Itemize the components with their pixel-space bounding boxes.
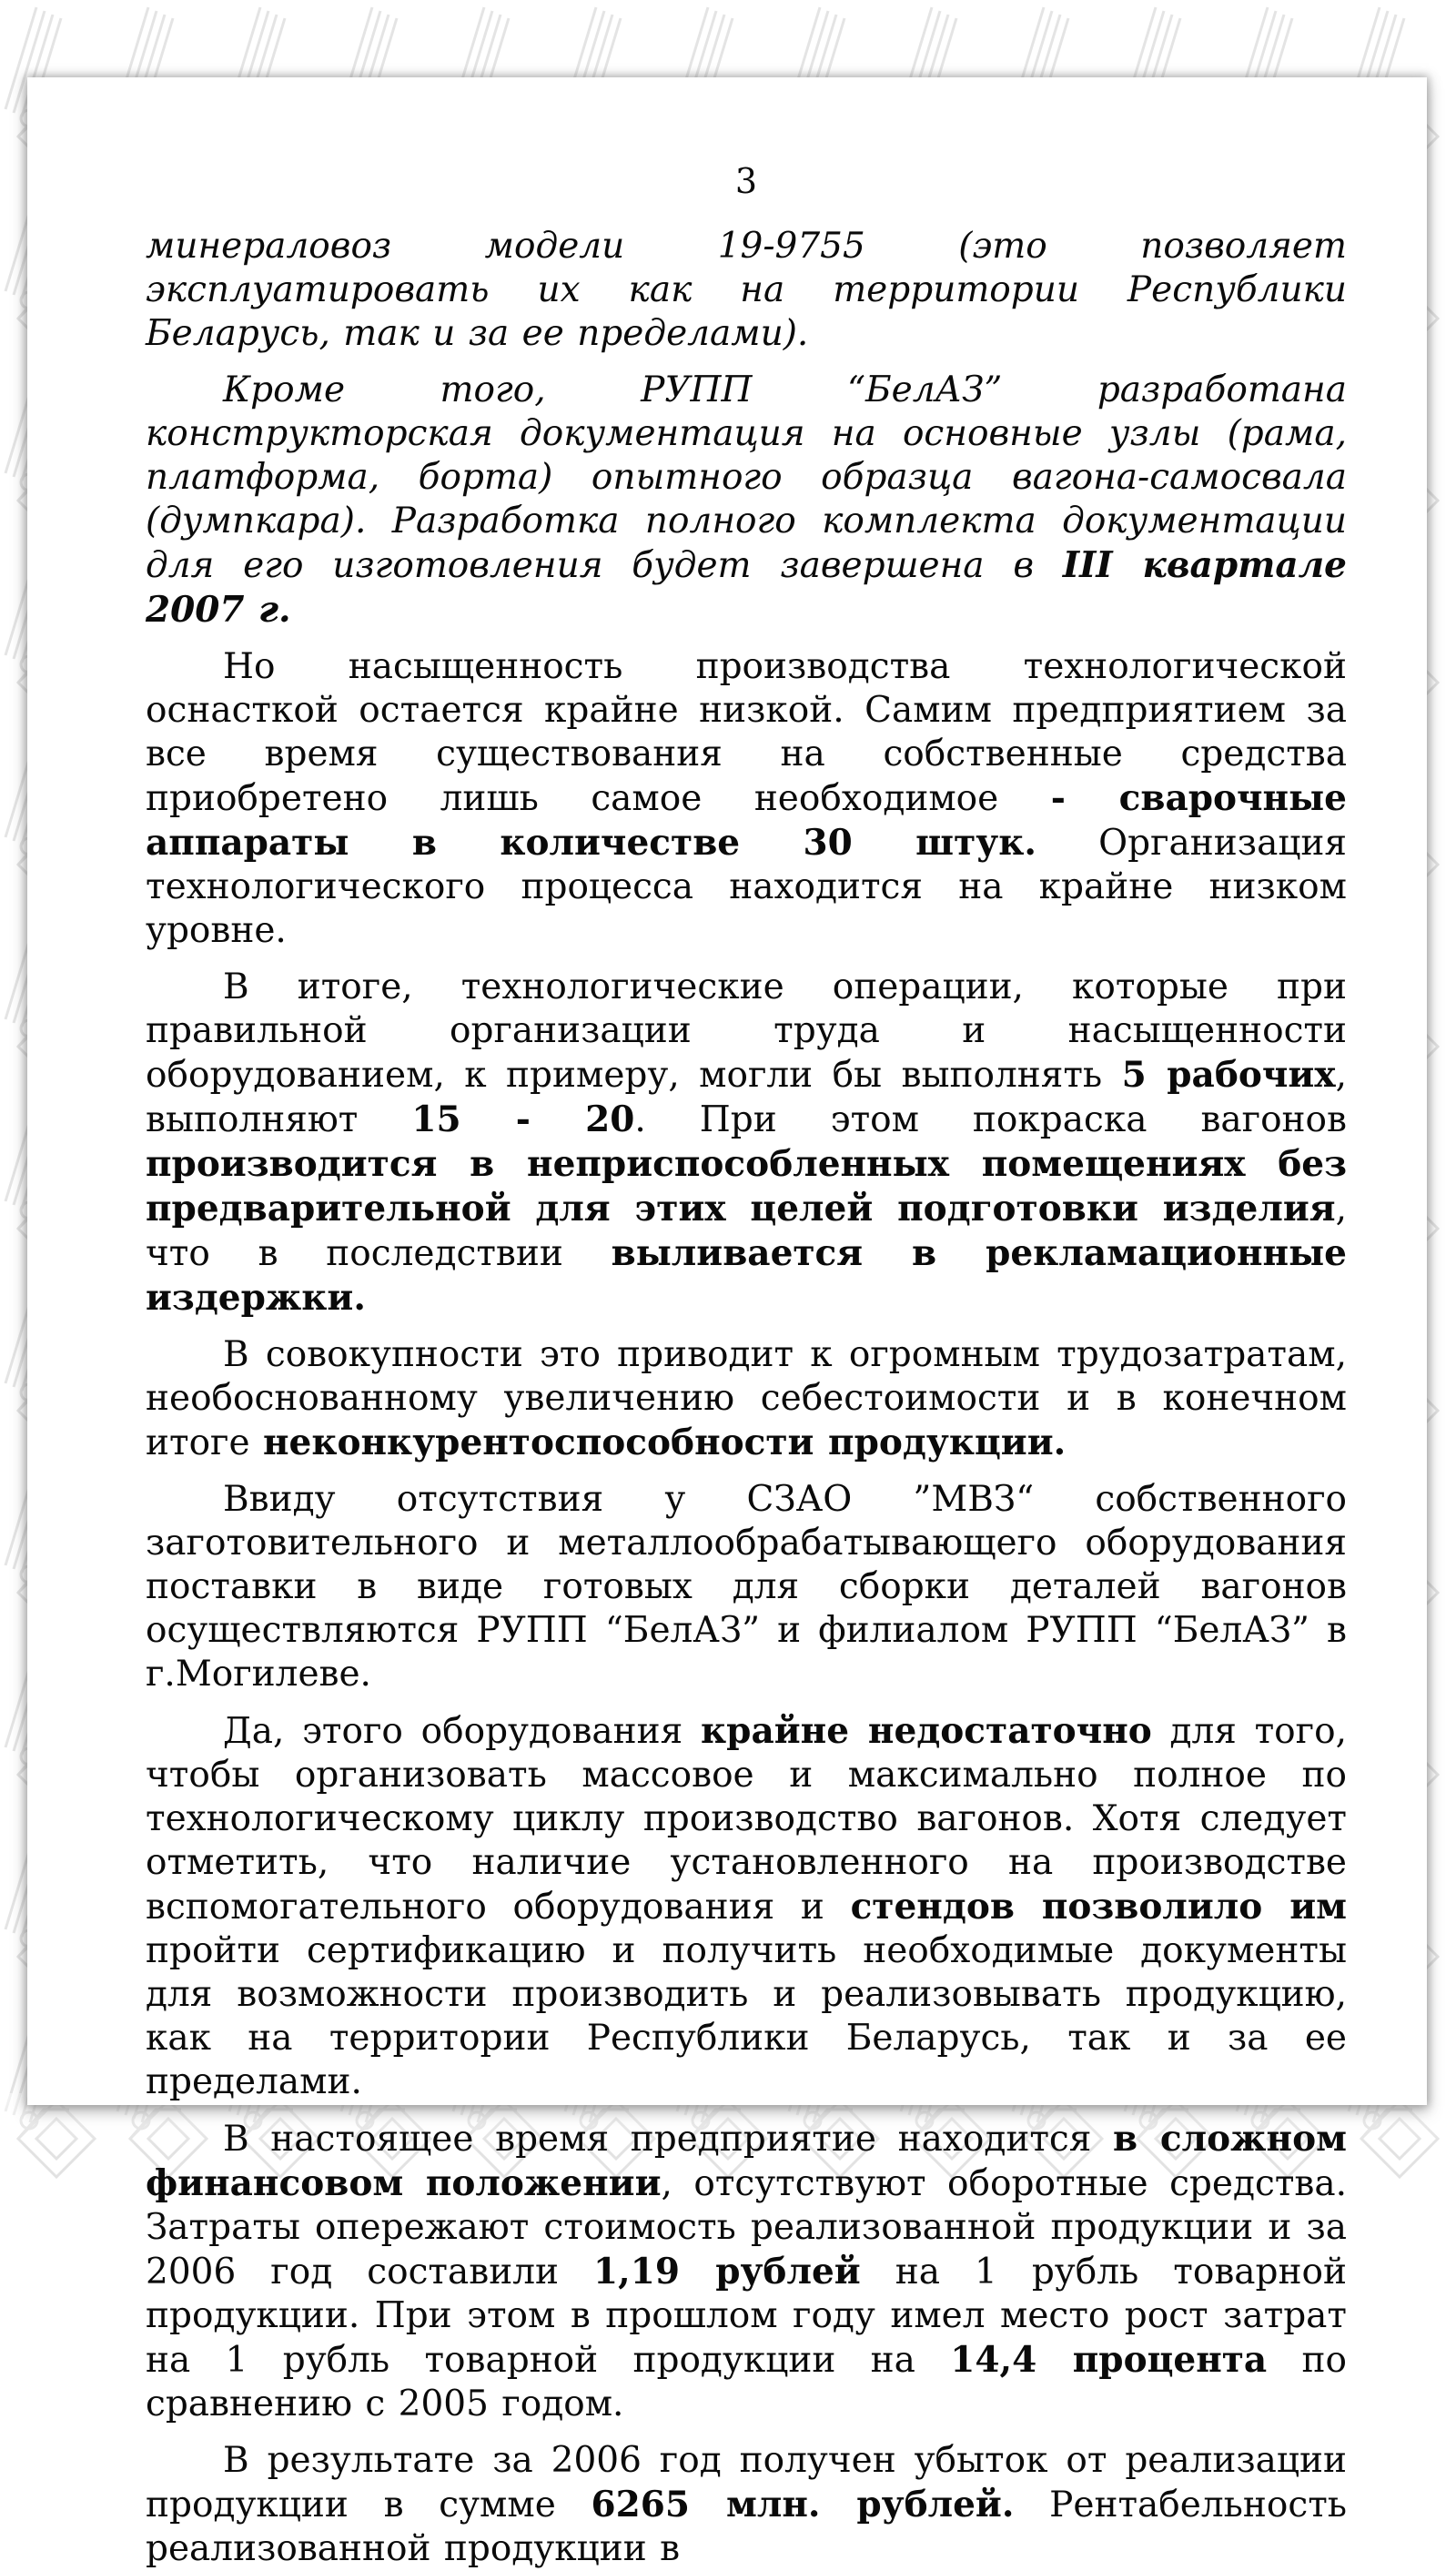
text-run: минераловоз модели 19-9755 (это позволяет эксплуатировать их как на территории Республики Беларусь, так и за ее пределами). <box>146 226 1347 354</box>
text-run: Кроме того, РУПП “БелАЗ” разработана конструкторская документация на основные узлы (рама, платформа, борта) опытного образца вагона-самосвала (думпкара). Разработка полного комплекта документации для его изготовления будет завершена в <box>146 369 1347 586</box>
bold-text-run: производится в неприспособленных помещениях без предварительной для этих целей подготовки изделия <box>146 1143 1347 1230</box>
text-run: , что в последствии <box>146 1189 1347 1274</box>
paragraph <box>146 2117 1347 2426</box>
text-run: на 1 рубль товарной продукции. При этом в прошлом году имел место рост затрат на 1 рубль товарной продукции на <box>146 2252 1347 2381</box>
text-run: Да, этого оборудования <box>223 1711 702 1752</box>
text-run: В совокупности это приводит к огромным трудозатратам, необоснованному увеличению себестоимости и в конечном итоге <box>146 1334 1347 1463</box>
document-body <box>146 225 1347 2571</box>
text-run: В настоящее время предприятие находится <box>223 2119 1113 2160</box>
bold-text-run: в сложном финансовом положении <box>146 2118 1347 2204</box>
page-number: 3 <box>734 161 758 201</box>
bold-text-run: 5 рабочих <box>1121 1054 1336 1096</box>
text-run: Ввиду отсутствия у СЗАО ”МВЗ“ собственного заготовительного и металлообрабатывающего оборудования поставки в виде готовых для сборки деталей вагонов осуществляются РУПП “БелАЗ” и филиалом РУПП “БелАЗ” в г.Могилеве. <box>146 1479 1347 1695</box>
text-run: Рентабельность реализованной продукции в <box>146 2485 1347 2569</box>
text-run: Но насыщенность производства технологической оснасткой остается крайне низкой. Самим предприятием за все время существования на собственные средства приобретено лишь самое необходимое <box>146 646 1347 819</box>
paragraph <box>146 369 1347 633</box>
bold-text-run: 14,4 процента <box>950 2339 1268 2381</box>
paragraph <box>146 225 1347 356</box>
bold-text-run: стендов позволило им <box>850 1886 1347 1928</box>
text-run: . При этом покраска вагонов <box>634 1099 1347 1140</box>
paragraph <box>146 645 1347 953</box>
document-page <box>27 77 1427 2569</box>
paragraph <box>146 1478 1347 1696</box>
bold-text-run: - сварочные аппараты в количестве 30 штук. <box>146 777 1347 864</box>
bold-text-run: 6265 млн. рублей. <box>591 2484 1015 2525</box>
page-content <box>27 77 1427 2571</box>
paragraph <box>146 966 1347 1321</box>
bold-text-run: 15 - 20 <box>411 1098 635 1140</box>
text-run: , выполняют <box>146 1055 1347 1140</box>
text-run: В результате за 2006 год получен убыток от реализации продукции в сумме <box>146 2440 1347 2525</box>
paragraph <box>146 1333 1347 1465</box>
text-run: , отсутствуют оборотные средства. Затраты опережают стоимость реализованной продукции и за 2006 год составили <box>146 2163 1347 2293</box>
bold-text-run: крайне недостаточно <box>701 1710 1152 1752</box>
text-run: по сравнению с 2005 годом. <box>146 2340 1347 2424</box>
text-run: пройти сертификацию и получить необходимые документы для возможности производить и реализовывать продукцию, как на территории Республики Беларусь, так и за ее пределами. <box>146 1930 1347 2102</box>
bold-text-run: III квартале 2007 г. <box>146 544 1347 631</box>
paragraph <box>146 2439 1347 2571</box>
paragraph <box>146 1709 1347 2104</box>
text-run: Организация технологического процесса находится на крайне низком уровне. <box>146 823 1347 951</box>
text-run: В итоге, технологические операции, которые при правильной организации труда и насыщенности оборудованием, к примеру, могли бы выполнять <box>146 967 1347 1096</box>
bold-text-run: 1,19 рублей <box>593 2251 861 2293</box>
text-run: для того, чтобы организовать массовое и максимально полное по технологическому циклу производство вагонов. Хотя следует отметить, что наличие установленного на производстве вспомогательного оборудования и <box>146 1711 1347 1928</box>
bold-text-run: выливается в рекламационные издержки. <box>146 1232 1347 1319</box>
bold-text-run: неконкурентоспособности продукции. <box>262 1422 1067 1463</box>
